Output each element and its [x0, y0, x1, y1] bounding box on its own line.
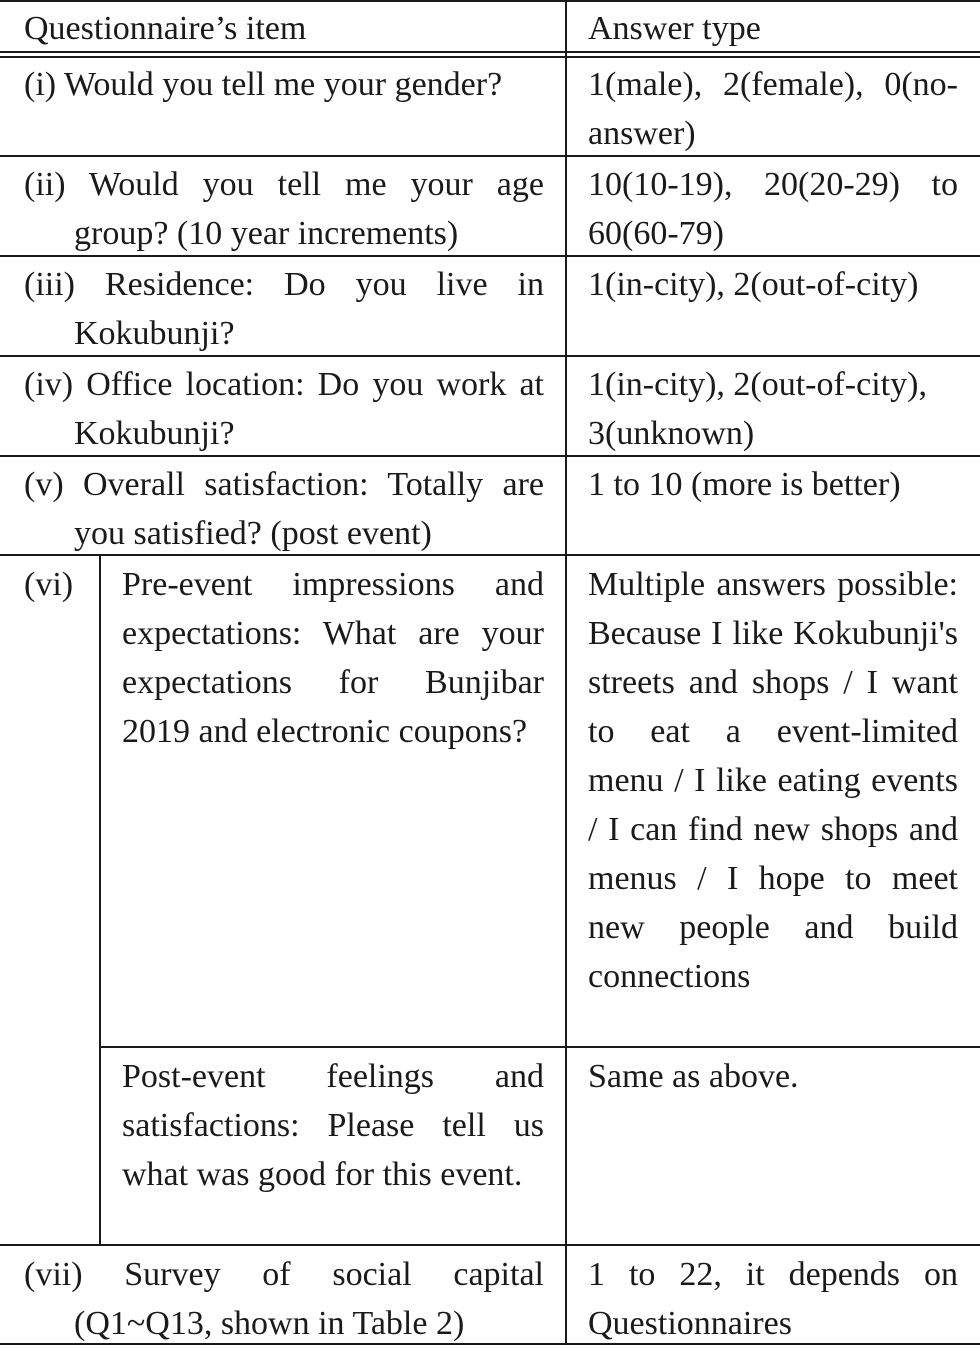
row-iv-answer: 1(in-city), 2(out-of-city), 3(unknown)	[588, 366, 927, 452]
row-vii-answer: 1 to 22, it depends on Questionnaires	[588, 1256, 958, 1342]
header-item: Questionnaire’s item	[24, 10, 307, 47]
row-vi-post-answer: Same as above.	[588, 1058, 799, 1095]
row-ii-question: (ii) Would you tell me your age group? (10 year increments)	[24, 166, 544, 252]
row-iii-answer: 1(in-city), 2(out-of-city)	[588, 266, 919, 303]
rule-header-2	[0, 56, 980, 58]
rule-column	[565, 0, 567, 1345]
row-vi-label: (vi)	[24, 566, 74, 603]
row-iii-question: (iii) Residence: Do you live in Kokubunji?	[24, 266, 544, 352]
row-i-answer: 1(male), 2(female), 0(no-answer)	[588, 66, 958, 152]
rule-vi-sub	[100, 1046, 980, 1048]
row-ii-answer: 10(10-19), 20(20-29) to 60(60-79)	[588, 166, 958, 252]
rule-top	[0, 0, 980, 2]
header-answer: Answer type	[588, 10, 761, 47]
row-vi-pre-answer: Multiple answers possible: Because I like Kokubunji's streets and shops / I want to eat a event-limited menu / I like eating events / I can find new shops and menus / I hope to meet new people and build connections	[588, 566, 958, 995]
row-iv-question: (iv) Office location: Do you work at Kokubunji?	[24, 366, 544, 452]
row-v-answer: 1 to 10 (more is better)	[588, 466, 901, 503]
rule-row-6	[0, 1244, 980, 1246]
row-vi-post-question: Post-event feelings and satisfactions: Please tell us what was good for this event.	[122, 1058, 544, 1193]
row-v-question: (v) Overall satisfaction: Totally are you satisfied? (post event)	[24, 466, 544, 552]
row-vii-question: (vii) Survey of social capital (Q1~Q13, shown in Table 2)	[24, 1256, 544, 1342]
row-vi-pre-question: Pre-event impressions and expectations: What are your expectations for Bunjibar 2019 and electronic coupons?	[122, 566, 544, 750]
row-i-question: (i) Would you tell me your gender?	[24, 66, 503, 103]
rule-vi-inner	[99, 555, 101, 1245]
